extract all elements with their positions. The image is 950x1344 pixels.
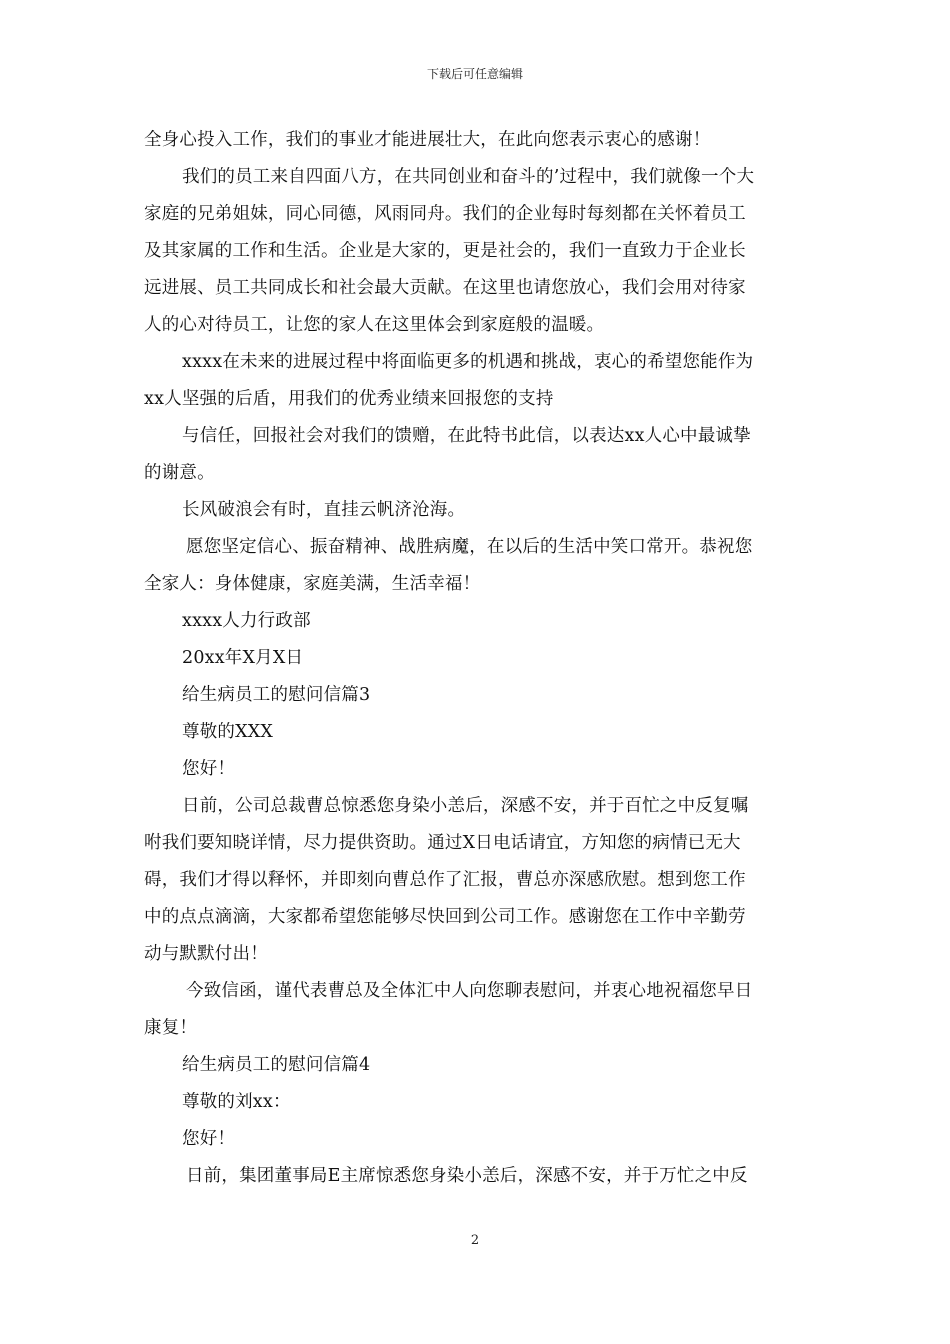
paragraph-line: 碍，我们才得以释怀，并即刻向曹总作了汇报，曹总亦深感欣慰。想到您工作 — [144, 870, 746, 890]
paragraph-line: xxxx在未来的进展过程中将面临更多的机遇和挑战，衷心的希望您能作为 — [182, 352, 754, 372]
paragraph-line: 今致信函，谨代表曹总及全体汇中人向您聊表慰问，并衷心地祝福您早日 — [186, 981, 753, 1001]
paragraph-line: 日前，公司总裁曹总惊悉您身染小恙后，深感不安，并于百忙之中反复嘱 — [182, 796, 749, 816]
paragraph-line: 愿您坚定信心、振奋精神、战胜病魔，在以后的生活中笑口常开。恭祝您 — [186, 537, 753, 557]
section-heading: 给生病员工的慰问信篇3 — [182, 685, 371, 705]
signature-date: 20xx年X月X日 — [182, 648, 304, 668]
greeting: 您好！ — [182, 1129, 236, 1149]
section-heading: 给生病员工的慰问信篇4 — [182, 1055, 371, 1075]
greeting: 您好！ — [182, 759, 236, 779]
paragraph-line: 及其家属的工作和生活。企业是大家的，更是社会的，我们一直致力于企业长 — [144, 241, 746, 261]
paragraph-line: 与信任，回报社会对我们的馈赠，在此特书此信，以表达xx人心中最诚挚 — [182, 426, 751, 446]
paragraph-line: 康复！ — [144, 1018, 198, 1038]
paragraph-line: xx人坚强的后盾，用我们的优秀业绩来回报您的支持 — [144, 389, 554, 409]
paragraph-line: 咐我们要知晓详情，尽力提供资助。通过X日电话请宜，方知您的病情已无大 — [144, 833, 741, 853]
document-body — [144, 122, 808, 1195]
paragraph-line: 远进展、员工共同成长和社会最大贡献。在这里也请您放心，我们会用对待家 — [144, 278, 746, 298]
paragraph-line: 人的心对待员工，让您的家人在这里体会到家庭般的温暖。 — [144, 315, 605, 335]
paragraph-line: 家庭的兄弟姐妹，同心同德，风雨同舟。我们的企业每时每刻都在关怀着员工 — [144, 204, 746, 224]
paragraph-line: 中的点点滴滴，大家都希望您能够尽快回到公司工作。感谢您在工作中辛勤劳 — [144, 907, 746, 927]
paragraph-line: 我们的员工来自四面八方，在共同创业和奋斗的’过程中，我们就像一个大 — [182, 167, 755, 187]
paragraph-line: 全身心投入工作，我们的事业才能进展壮大，在此向您表示衷心的感谢！ — [144, 130, 711, 150]
paragraph-line: 动与默默付出！ — [144, 944, 268, 964]
salutation: 尊敬的XXX — [182, 722, 274, 742]
salutation: 尊敬的刘xx： — [182, 1092, 291, 1112]
paragraph-line: 日前，集团董事局E主席惊悉您身染小恙后，深感不安，并于万忙之中反 — [186, 1166, 748, 1186]
page-number: 2 — [470, 1233, 480, 1248]
signature-department: xxxx人力行政部 — [182, 611, 311, 631]
paragraph-line: 的谢意。 — [144, 463, 215, 483]
paragraph-line: 全家人：身体健康，家庭美满，生活幸福！ — [144, 574, 481, 594]
paragraph-line: 长风破浪会有时，直挂云帆济沧海。 — [182, 500, 466, 520]
page-header: 下载后可任意编辑 — [426, 67, 523, 81]
